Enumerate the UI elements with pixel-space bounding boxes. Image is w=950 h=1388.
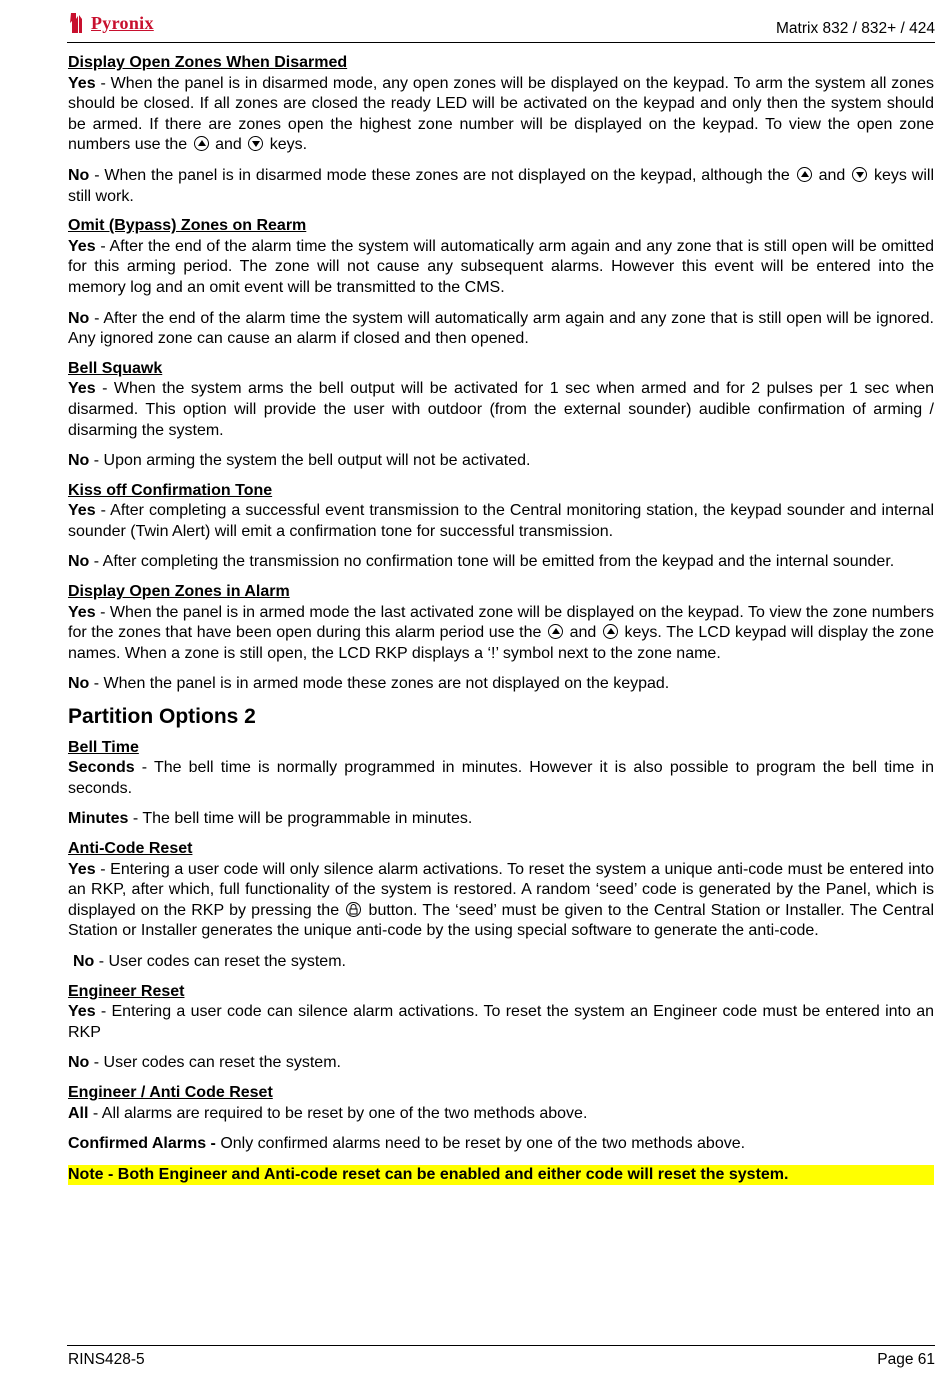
up-arrow-key-icon bbox=[548, 624, 563, 639]
paragraph-text: keys. bbox=[269, 136, 308, 154]
paragraph bbox=[68, 166, 934, 207]
option-label: No bbox=[68, 1054, 90, 1072]
paragraph-text: - When the panel is in disarmed mode, any open zones will be displayed on the keypad. To arm the system all zones should be closed. If all zones are closed the ready LED will be activated on the keypad and only then the system should be armed. If there are zones open the highest zone number will be displayed on the keypad. To view the open zone numbers use the bbox=[68, 74, 934, 154]
paragraph-text: - After the end of the alarm time the system will automatically arm again and any zone that is still open will be omitted for this arming period. The zone will not cause any subsequent alarms. However this event will be entered into the memory log and an omit event will be transmitted to the CMS. bbox=[68, 237, 934, 296]
pyronix-logo bbox=[68, 11, 154, 35]
paragraph-text: button. The ‘seed’ must be given to the Central Station or Installer. The Central Station or Installer generates the unique anti-code by the using special software to generate the anti-code. bbox=[68, 901, 935, 940]
option-label: No bbox=[68, 166, 90, 184]
paragraph-text: - Entering a user code can silence alarm activations. To reset the system an Engineer code must be entered into an RKP bbox=[68, 1003, 934, 1041]
option-label: No bbox=[73, 952, 95, 970]
lock-key-icon bbox=[346, 902, 361, 917]
section-heading: Anti-Code Reset bbox=[68, 840, 193, 857]
paragraph bbox=[68, 1134, 934, 1155]
paragraph-text: - When the panel is in armed mode these zones are not displayed on the keypad. bbox=[89, 675, 670, 693]
section-heading: Bell Time bbox=[68, 738, 139, 756]
paragraph-text: - When the system arms the bell output will be activated for 1 sec when armed and for 2 pulses per 1 sec when disarmed. This option will provide the user with outdoor (from the external sounder) audible confirmation of arming / disarming the system. bbox=[68, 380, 934, 439]
page-footer bbox=[67, 1345, 935, 1376]
paragraph bbox=[68, 758, 934, 799]
page-content bbox=[68, 53, 934, 1185]
up-arrow-key-icon bbox=[797, 167, 812, 182]
section-heading: Bell Squawk bbox=[68, 359, 163, 377]
paragraph-text: keys will still work. bbox=[68, 166, 934, 205]
paragraph-text: - After completing the transmission no confirmation tone will be emitted from the keypad and the internal sounder. bbox=[89, 553, 895, 571]
paragraph bbox=[68, 603, 934, 665]
brand-name: Pyronix bbox=[91, 12, 154, 33]
option-label: Seconds bbox=[68, 759, 135, 777]
paragraph bbox=[68, 1104, 934, 1125]
paragraph bbox=[68, 379, 934, 441]
paragraph bbox=[68, 674, 934, 695]
option-label: No bbox=[68, 309, 90, 327]
down-arrow-key-icon bbox=[852, 167, 867, 182]
option-label: Yes bbox=[68, 1003, 96, 1021]
option-label: Yes bbox=[68, 74, 96, 92]
paragraph bbox=[68, 451, 934, 472]
paragraph bbox=[68, 809, 934, 830]
paragraph-text: Only confirmed alarms need to be reset by one of the two methods above. bbox=[215, 1135, 746, 1153]
paragraph bbox=[68, 501, 934, 542]
paragraph bbox=[68, 309, 934, 350]
section-heading: Display Open Zones in Alarm bbox=[68, 583, 290, 601]
paragraph bbox=[68, 1002, 934, 1043]
document-reference: RINS428-5 bbox=[68, 1351, 145, 1368]
paragraph-text: - After completing a successful event transmission to the Central monitoring station, the keypad sounder and internal sounder (Twin Alert) will emit a confirmation tone for successful transmission. bbox=[68, 502, 934, 540]
paragraph-text: - When the panel is in disarmed mode these zones are not displayed on the keypad, although the bbox=[89, 166, 790, 184]
paragraph-text: - When the panel is in armed mode the last activated zone will be displayed on the keypad. To view the zone numbers for the zones that have been open during this alarm period use the bbox=[68, 603, 934, 642]
paragraph-text: - User codes can reset the system. bbox=[94, 952, 346, 970]
option-label: No bbox=[68, 452, 90, 470]
paragraph-text: and bbox=[818, 166, 846, 184]
flame-logo-icon bbox=[68, 11, 90, 35]
option-label: Yes bbox=[68, 502, 96, 520]
paragraph-text: - All alarms are required to be reset by one of the two methods above. bbox=[88, 1104, 588, 1122]
paragraph-text: - User codes can reset the system. bbox=[89, 1054, 341, 1072]
option-label: Yes bbox=[68, 860, 96, 878]
up-arrow-key-icon bbox=[603, 624, 618, 639]
section-heading: Engineer Reset bbox=[68, 982, 185, 1000]
highlighted-note: Note - Both Engineer and Anti-code reset can be enabled and either code will reset the system. bbox=[68, 1165, 934, 1186]
paragraph-text: keys. The LCD keypad will display the zone names. When a zone is still open, the LCD RKP displays a ‘!’ symbol next to the zone name. bbox=[68, 624, 934, 662]
paragraph bbox=[68, 952, 934, 973]
paragraph-text: and bbox=[569, 624, 597, 642]
paragraph bbox=[68, 74, 934, 156]
section-heading: Omit (Bypass) Zones on Rearm bbox=[68, 217, 307, 235]
down-arrow-key-icon bbox=[248, 136, 263, 151]
partition-heading: Partition Options 2 bbox=[68, 705, 256, 729]
paragraph-text: - After the end of the alarm time the system will automatically arm again and any zone that is still open will be ignored. Any ignored zone can cause an alarm if closed and then opened. bbox=[68, 309, 934, 348]
section-heading: Kiss off Confirmation Tone bbox=[68, 481, 273, 499]
paragraph-text: - The bell time will be programmable in minutes. bbox=[128, 810, 473, 828]
paragraph-text: - The bell time is normally programmed in minutes. However it is also possible to program the bell time in seconds. bbox=[68, 759, 934, 797]
section-heading: Display Open Zones When Disarmed bbox=[68, 54, 348, 71]
paragraph-text: - Upon arming the system the bell output will not be activated. bbox=[89, 452, 531, 470]
option-label: Yes bbox=[68, 380, 96, 398]
option-label: Yes bbox=[68, 603, 96, 621]
option-label: Confirmed Alarms - bbox=[68, 1135, 216, 1153]
paragraph-text: and bbox=[215, 136, 242, 154]
document-title: Matrix 832 / 832+ / 424 bbox=[776, 20, 935, 37]
paragraph-text: - Entering a user code will only silence alarm activations. To reset the system a unique anti-code must be entered into an RKP, after which, full functionality of the system is restored. A random ‘seed’ code is generated by the Panel, which is displayed on the RKP by pressing the bbox=[68, 860, 934, 919]
option-label: Yes bbox=[68, 237, 96, 255]
paragraph bbox=[68, 1053, 934, 1074]
up-arrow-key-icon bbox=[194, 136, 209, 151]
option-label: No bbox=[68, 675, 90, 693]
option-label: Minutes bbox=[68, 810, 129, 828]
option-label: No bbox=[68, 553, 90, 571]
section-heading: Engineer / Anti Code Reset bbox=[68, 1083, 273, 1101]
paragraph bbox=[68, 860, 934, 942]
page-number: Page 61 bbox=[877, 1351, 935, 1368]
paragraph bbox=[68, 237, 934, 299]
option-label: All bbox=[68, 1104, 89, 1122]
paragraph bbox=[68, 552, 934, 573]
page-header bbox=[67, 8, 935, 43]
